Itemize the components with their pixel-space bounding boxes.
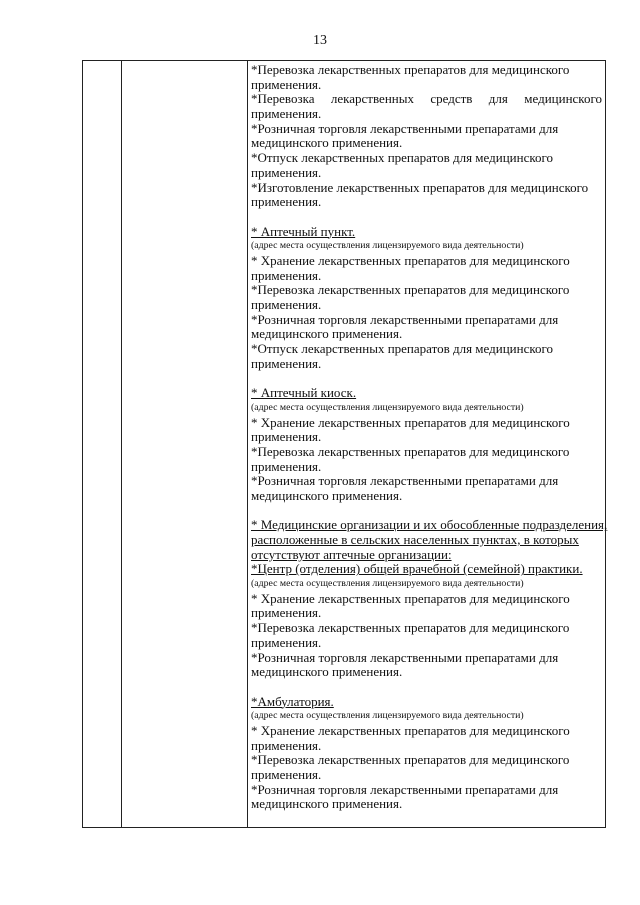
- address-note: (адрес места осуществления лицензируемого вида деятельности): [251, 401, 524, 413]
- section-heading-pharmacy-kiosk: * Аптечный киоск.: [251, 385, 357, 401]
- section-heading-medical-orgs: * Медицинские организации и их обособленные подразделения,: [251, 517, 608, 533]
- text-line: применения.: [251, 106, 322, 122]
- address-note: (адрес места осуществления лицензируемого вида деятельности): [251, 578, 524, 590]
- page-number: 13: [313, 33, 327, 48]
- address-note: (адрес места осуществления лицензируемого вида деятельности): [251, 240, 524, 252]
- section-heading-medical-orgs: расположенные в сельских населенных пунктах, в которых: [251, 532, 579, 547]
- text-line: медицинского применения.: [251, 487, 403, 503]
- word: медицинского: [524, 91, 602, 107]
- text-line: применения.: [251, 194, 322, 210]
- word: лекарственных: [330, 91, 414, 107]
- column-divider-1: [121, 61, 122, 827]
- text-line: *Перевозка лекарственных препаратов для медицинского: [251, 620, 570, 636]
- text-line: *Отпуск лекарственных препаратов для медицинского: [251, 341, 554, 357]
- section-heading-ambulatory: *Амбулатория.: [251, 693, 334, 709]
- text-line: *Розничная торговля лекарственными препаратами для: [251, 120, 559, 136]
- license-table: [82, 60, 606, 828]
- text-line: медицинского применения.: [251, 796, 403, 812]
- text-line: *Розничная торговля лекарственными препаратами для: [251, 781, 559, 797]
- activity-cell: [251, 62, 608, 812]
- text-line: * Хранение лекарственных препаратов для медицинского: [251, 252, 570, 268]
- text-line: *Отпуск лекарственных препаратов для медицинского: [251, 150, 554, 166]
- text-line: медицинского применения.: [251, 135, 403, 151]
- text-line: *Розничная торговля лекарственными препаратами для: [251, 473, 559, 489]
- text-line: применения.: [251, 458, 322, 474]
- text-line: применения.: [251, 267, 322, 283]
- text-line: применения.: [251, 297, 322, 312]
- text-line: применения.: [251, 429, 322, 445]
- text-line: применения.: [251, 737, 322, 753]
- address-note: (адрес места осуществления лицензируемого вида деятельности): [251, 710, 524, 722]
- word: *Перевозка: [251, 91, 315, 107]
- text-line: *Перевозка лекарственных препаратов для медицинского: [251, 62, 570, 77]
- word: для: [488, 91, 508, 107]
- text-line: применения.: [251, 634, 322, 650]
- justified-line: [251, 92, 602, 107]
- section-heading-medical-orgs: отсутствуют аптечные организации:: [251, 546, 452, 562]
- text-line: * Хранение лекарственных препаратов для медицинского: [251, 722, 570, 738]
- text-line: применения.: [251, 76, 322, 92]
- subheading-general-practice: *Центр (отделения) общей врачебной (семейной) практики.: [251, 561, 583, 577]
- text-line: * Хранение лекарственных препаратов для медицинского: [251, 590, 570, 606]
- text-line: применения.: [251, 164, 322, 180]
- text-line: *Изготовление лекарственных препаратов для медицинского: [251, 179, 589, 195]
- section-heading-pharmacy-point: * Аптечный пункт.: [251, 223, 356, 239]
- text-line: *Розничная торговля лекарственными препаратами для: [251, 649, 559, 665]
- text-line: медицинского применения.: [251, 664, 403, 680]
- word: средств: [430, 91, 473, 107]
- column-divider-2: [247, 61, 248, 827]
- text-line: медицинского применения.: [251, 326, 403, 342]
- text-line: * Хранение лекарственных препаратов для медицинского: [251, 414, 570, 430]
- text-line: применения.: [251, 355, 322, 371]
- text-line: применения.: [251, 767, 322, 782]
- text-line: *Розничная торговля лекарственными препаратами для: [251, 311, 559, 327]
- text-line: *Перевозка лекарственных препаратов для медицинского: [251, 282, 570, 298]
- text-line: *Перевозка лекарственных препаратов для медицинского: [251, 443, 570, 459]
- text-line: *Перевозка лекарственных препаратов для медицинского: [251, 752, 570, 768]
- text-line: применения.: [251, 605, 322, 621]
